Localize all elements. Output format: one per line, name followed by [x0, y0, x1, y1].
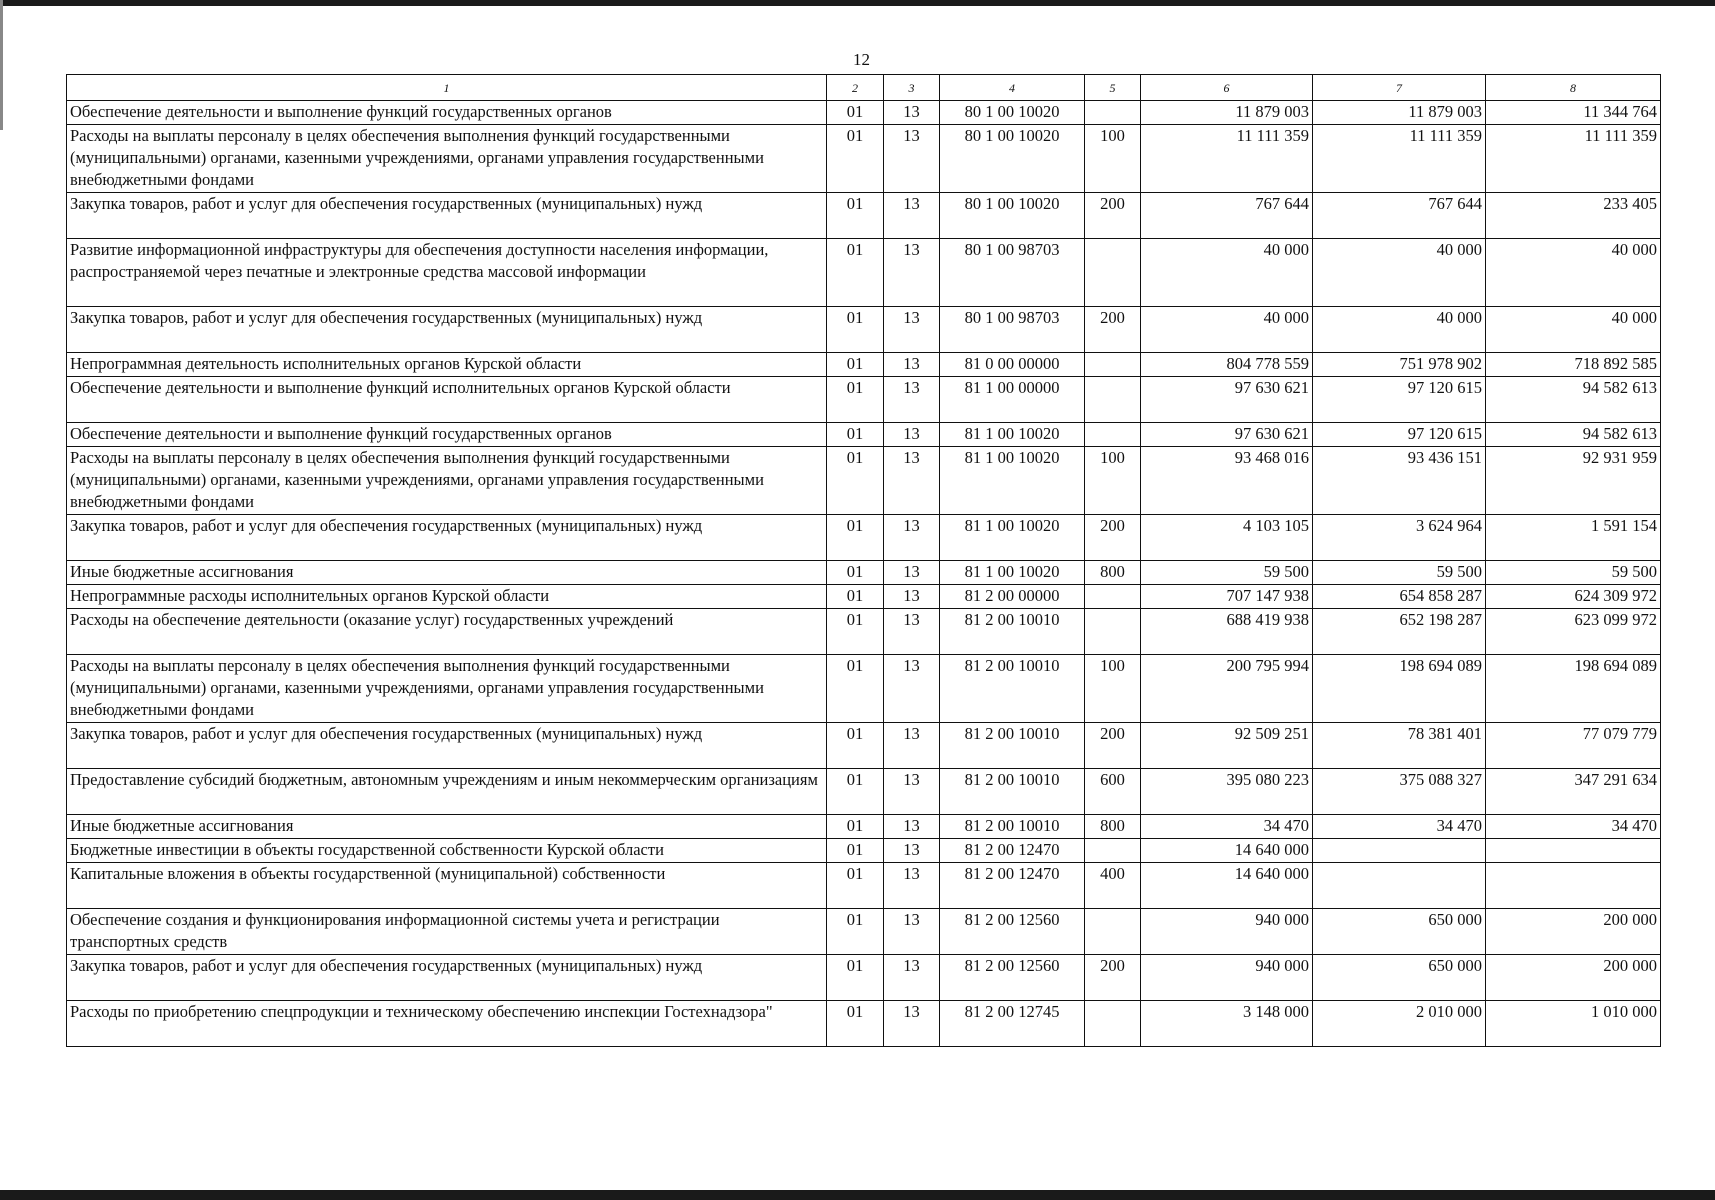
- item-name-cell: Закупка товаров, работ и услуг для обеспечения государственных (муниципальных) нужд: [67, 515, 827, 561]
- item-name-cell: Закупка товаров, работ и услуг для обеспечения государственных (муниципальных) нужд: [67, 307, 827, 353]
- subsection-cell: 13: [884, 561, 940, 585]
- expense-type-cell: [1085, 101, 1141, 125]
- section-cell: 01: [827, 125, 884, 193]
- table-row: [67, 423, 1661, 447]
- amount-cell: 2 010 000: [1313, 1001, 1486, 1047]
- expense-type-cell: 100: [1085, 447, 1141, 515]
- target-article-cell: 80 1 00 10020: [940, 125, 1085, 193]
- expense-type-cell: [1085, 423, 1141, 447]
- amount-cell: 40 000: [1141, 307, 1313, 353]
- item-name-cell: Расходы на выплаты персоналу в целях обеспечения выполнения функций государственными (муниципальными) органами, казенными учреждениями, органами управления государственными внебюджетными фондами: [67, 655, 827, 723]
- amount-cell: 650 000: [1313, 909, 1486, 955]
- amount-cell: 375 088 327: [1313, 769, 1486, 815]
- column-header: 1: [67, 75, 827, 101]
- target-article-cell: 80 1 00 10020: [940, 193, 1085, 239]
- table-row: [67, 193, 1661, 239]
- item-name-cell: Обеспечение деятельности и выполнение функций государственных органов: [67, 101, 827, 125]
- table-row: [67, 955, 1661, 1001]
- amount-cell: 4 103 105: [1141, 515, 1313, 561]
- target-article-cell: 80 1 00 10020: [940, 101, 1085, 125]
- amount-cell: 1 010 000: [1486, 1001, 1661, 1047]
- amount-cell: 97 630 621: [1141, 377, 1313, 423]
- section-cell: 01: [827, 909, 884, 955]
- amount-cell: 94 582 613: [1486, 423, 1661, 447]
- target-article-cell: 81 2 00 12560: [940, 909, 1085, 955]
- subsection-cell: 13: [884, 307, 940, 353]
- target-article-cell: 81 1 00 10020: [940, 515, 1085, 561]
- subsection-cell: 13: [884, 955, 940, 1001]
- subsection-cell: 13: [884, 423, 940, 447]
- expense-type-cell: 200: [1085, 515, 1141, 561]
- amount-cell: 93 436 151: [1313, 447, 1486, 515]
- item-name-cell: Непрограммная деятельность исполнительных органов Курской области: [67, 353, 827, 377]
- section-cell: 01: [827, 561, 884, 585]
- table-row: [67, 655, 1661, 723]
- amount-cell: 40 000: [1486, 239, 1661, 307]
- target-article-cell: 81 2 00 10010: [940, 723, 1085, 769]
- table-row: [67, 101, 1661, 125]
- amount-cell: 97 120 615: [1313, 423, 1486, 447]
- amount-cell: [1313, 839, 1486, 863]
- item-name-cell: Расходы на выплаты персоналу в целях обеспечения выполнения функций государственными (муниципальными) органами, казенными учреждениями, органами управления государственными внебюджетными фондами: [67, 447, 827, 515]
- subsection-cell: 13: [884, 1001, 940, 1047]
- amount-cell: 1 591 154: [1486, 515, 1661, 561]
- subsection-cell: 13: [884, 515, 940, 561]
- section-cell: 01: [827, 839, 884, 863]
- amount-cell: 78 381 401: [1313, 723, 1486, 769]
- amount-cell: 198 694 089: [1313, 655, 1486, 723]
- target-article-cell: 81 2 00 00000: [940, 585, 1085, 609]
- table-row: [67, 839, 1661, 863]
- section-cell: 01: [827, 307, 884, 353]
- table-row: [67, 585, 1661, 609]
- expense-type-cell: 200: [1085, 307, 1141, 353]
- subsection-cell: 13: [884, 863, 940, 909]
- budget-table: [66, 74, 1661, 1047]
- amount-cell: 940 000: [1141, 909, 1313, 955]
- amount-cell: 94 582 613: [1486, 377, 1661, 423]
- subsection-cell: 13: [884, 447, 940, 515]
- subsection-cell: 13: [884, 377, 940, 423]
- subsection-cell: 13: [884, 655, 940, 723]
- subsection-cell: 13: [884, 353, 940, 377]
- section-cell: 01: [827, 239, 884, 307]
- expense-type-cell: 200: [1085, 723, 1141, 769]
- table-row: [67, 125, 1661, 193]
- section-cell: 01: [827, 193, 884, 239]
- amount-cell: 11 344 764: [1486, 101, 1661, 125]
- section-cell: 01: [827, 863, 884, 909]
- section-cell: 01: [827, 955, 884, 1001]
- subsection-cell: 13: [884, 609, 940, 655]
- item-name-cell: Бюджетные инвестиции в объекты государственной собственности Курской области: [67, 839, 827, 863]
- item-name-cell: Обеспечение деятельности и выполнение функций исполнительных органов Курской области: [67, 377, 827, 423]
- amount-cell: 940 000: [1141, 955, 1313, 1001]
- subsection-cell: 13: [884, 815, 940, 839]
- column-header: 7: [1313, 75, 1486, 101]
- item-name-cell: Иные бюджетные ассигнования: [67, 561, 827, 585]
- expense-type-cell: 600: [1085, 769, 1141, 815]
- table-row: [67, 561, 1661, 585]
- amount-cell: 14 640 000: [1141, 863, 1313, 909]
- expense-type-cell: [1085, 609, 1141, 655]
- target-article-cell: 81 0 00 00000: [940, 353, 1085, 377]
- amount-cell: 804 778 559: [1141, 353, 1313, 377]
- table-row: [67, 723, 1661, 769]
- amount-cell: 650 000: [1313, 955, 1486, 1001]
- expense-type-cell: 100: [1085, 125, 1141, 193]
- section-cell: 01: [827, 353, 884, 377]
- item-name-cell: Обеспечение деятельности и выполнение функций государственных органов: [67, 423, 827, 447]
- amount-cell: 200 795 994: [1141, 655, 1313, 723]
- amount-cell: 34 470: [1141, 815, 1313, 839]
- amount-cell: 623 099 972: [1486, 609, 1661, 655]
- subsection-cell: 13: [884, 839, 940, 863]
- subsection-cell: 13: [884, 125, 940, 193]
- amount-cell: 40 000: [1486, 307, 1661, 353]
- column-header: 5: [1085, 75, 1141, 101]
- amount-cell: 233 405: [1486, 193, 1661, 239]
- target-article-cell: 81 2 00 10010: [940, 609, 1085, 655]
- table-row: [67, 1001, 1661, 1047]
- target-article-cell: 81 1 00 10020: [940, 447, 1085, 515]
- amount-cell: 59 500: [1313, 561, 1486, 585]
- section-cell: 01: [827, 723, 884, 769]
- section-cell: 01: [827, 515, 884, 561]
- expense-type-cell: [1085, 353, 1141, 377]
- amount-cell: 767 644: [1141, 193, 1313, 239]
- target-article-cell: 81 2 00 12560: [940, 955, 1085, 1001]
- item-name-cell: Закупка товаров, работ и услуг для обеспечения государственных (муниципальных) нужд: [67, 955, 827, 1001]
- expense-type-cell: [1085, 839, 1141, 863]
- table-row: [67, 353, 1661, 377]
- amount-cell: 59 500: [1141, 561, 1313, 585]
- target-article-cell: 80 1 00 98703: [940, 239, 1085, 307]
- item-name-cell: Предоставление субсидий бюджетным, автономным учреждениям и иным некоммерческим организациям: [67, 769, 827, 815]
- item-name-cell: Расходы по приобретению спецпродукции и техническому обеспечению инспекции Гостехнадзора": [67, 1001, 827, 1047]
- item-name-cell: Обеспечение создания и функционирования информационной системы учета и регистрации транспортных средств: [67, 909, 827, 955]
- column-header: 8: [1486, 75, 1661, 101]
- column-header: 4: [940, 75, 1085, 101]
- table-row: [67, 609, 1661, 655]
- subsection-cell: 13: [884, 769, 940, 815]
- table-row: [67, 815, 1661, 839]
- target-article-cell: 81 2 00 12470: [940, 863, 1085, 909]
- amount-cell: 40 000: [1141, 239, 1313, 307]
- section-cell: 01: [827, 585, 884, 609]
- expense-type-cell: 100: [1085, 655, 1141, 723]
- subsection-cell: 13: [884, 585, 940, 609]
- amount-cell: 200 000: [1486, 955, 1661, 1001]
- amount-cell: 3 148 000: [1141, 1001, 1313, 1047]
- amount-cell: 707 147 938: [1141, 585, 1313, 609]
- amount-cell: 198 694 089: [1486, 655, 1661, 723]
- column-header: 6: [1141, 75, 1313, 101]
- amount-cell: 11 111 359: [1141, 125, 1313, 193]
- subsection-cell: 13: [884, 723, 940, 769]
- table-row: [67, 909, 1661, 955]
- amount-cell: 40 000: [1313, 239, 1486, 307]
- item-name-cell: Капитальные вложения в объекты государственной (муниципальной) собственности: [67, 863, 827, 909]
- amount-cell: 751 978 902: [1313, 353, 1486, 377]
- item-name-cell: Расходы на выплаты персоналу в целях обеспечения выполнения функций государственными (муниципальными) органами, казенными учреждениями, органами управления государственными внебюджетными фондами: [67, 125, 827, 193]
- section-cell: 01: [827, 377, 884, 423]
- item-name-cell: Непрограммные расходы исполнительных органов Курской области: [67, 585, 827, 609]
- target-article-cell: 81 1 00 10020: [940, 561, 1085, 585]
- table-header-row: [67, 75, 1661, 101]
- section-cell: 01: [827, 815, 884, 839]
- item-name-cell: Закупка товаров, работ и услуг для обеспечения государственных (муниципальных) нужд: [67, 723, 827, 769]
- amount-cell: 34 470: [1313, 815, 1486, 839]
- target-article-cell: 81 2 00 10010: [940, 769, 1085, 815]
- amount-cell: 652 198 287: [1313, 609, 1486, 655]
- expense-type-cell: [1085, 909, 1141, 955]
- item-name-cell: Расходы на обеспечение деятельности (оказание услуг) государственных учреждений: [67, 609, 827, 655]
- expense-type-cell: 200: [1085, 193, 1141, 239]
- amount-cell: 97 630 621: [1141, 423, 1313, 447]
- amount-cell: 93 468 016: [1141, 447, 1313, 515]
- amount-cell: [1486, 839, 1661, 863]
- expense-type-cell: [1085, 377, 1141, 423]
- target-article-cell: 81 2 00 12470: [940, 839, 1085, 863]
- amount-cell: [1486, 863, 1661, 909]
- subsection-cell: 13: [884, 101, 940, 125]
- amount-cell: 14 640 000: [1141, 839, 1313, 863]
- page-number: 12: [853, 50, 870, 69]
- amount-cell: 718 892 585: [1486, 353, 1661, 377]
- table-row: [67, 863, 1661, 909]
- item-name-cell: Закупка товаров, работ и услуг для обеспечения государственных (муниципальных) нужд: [67, 193, 827, 239]
- target-article-cell: 81 1 00 10020: [940, 423, 1085, 447]
- amount-cell: 92 509 251: [1141, 723, 1313, 769]
- amount-cell: 347 291 634: [1486, 769, 1661, 815]
- table-row: [67, 377, 1661, 423]
- target-article-cell: 81 2 00 12745: [940, 1001, 1085, 1047]
- target-article-cell: 81 1 00 00000: [940, 377, 1085, 423]
- amount-cell: 688 419 938: [1141, 609, 1313, 655]
- expense-type-cell: 800: [1085, 561, 1141, 585]
- expense-type-cell: 200: [1085, 955, 1141, 1001]
- amount-cell: 77 079 779: [1486, 723, 1661, 769]
- column-header: 2: [827, 75, 884, 101]
- target-article-cell: 80 1 00 98703: [940, 307, 1085, 353]
- amount-cell: 767 644: [1313, 193, 1486, 239]
- table-row: [67, 447, 1661, 515]
- table-row: [67, 769, 1661, 815]
- table-row: [67, 515, 1661, 561]
- expense-type-cell: [1085, 1001, 1141, 1047]
- item-name-cell: Иные бюджетные ассигнования: [67, 815, 827, 839]
- expense-type-cell: [1085, 585, 1141, 609]
- expense-type-cell: 800: [1085, 815, 1141, 839]
- amount-cell: 3 624 964: [1313, 515, 1486, 561]
- amount-cell: 34 470: [1486, 815, 1661, 839]
- table-row: [67, 307, 1661, 353]
- amount-cell: 200 000: [1486, 909, 1661, 955]
- subsection-cell: 13: [884, 909, 940, 955]
- expense-type-cell: [1085, 239, 1141, 307]
- item-name-cell: Развитие информационной инфраструктуры для обеспечения доступности населения информации, распространяемой через печатные и электронные средства массовой информации: [67, 239, 827, 307]
- amount-cell: 654 858 287: [1313, 585, 1486, 609]
- amount-cell: 11 111 359: [1313, 125, 1486, 193]
- section-cell: 01: [827, 101, 884, 125]
- amount-cell: [1313, 863, 1486, 909]
- subsection-cell: 13: [884, 193, 940, 239]
- section-cell: 01: [827, 447, 884, 515]
- amount-cell: 92 931 959: [1486, 447, 1661, 515]
- amount-cell: 59 500: [1486, 561, 1661, 585]
- amount-cell: 11 879 003: [1141, 101, 1313, 125]
- scan-border-left: [0, 0, 3, 130]
- column-header: 3: [884, 75, 940, 101]
- scan-border-top: [0, 0, 1715, 6]
- section-cell: 01: [827, 1001, 884, 1047]
- amount-cell: 395 080 223: [1141, 769, 1313, 815]
- section-cell: 01: [827, 609, 884, 655]
- scan-border-bottom: [0, 1190, 1715, 1200]
- expense-type-cell: 400: [1085, 863, 1141, 909]
- amount-cell: 11 879 003: [1313, 101, 1486, 125]
- target-article-cell: 81 2 00 10010: [940, 815, 1085, 839]
- table-row: [67, 239, 1661, 307]
- section-cell: 01: [827, 655, 884, 723]
- subsection-cell: 13: [884, 239, 940, 307]
- amount-cell: 11 111 359: [1486, 125, 1661, 193]
- target-article-cell: 81 2 00 10010: [940, 655, 1085, 723]
- section-cell: 01: [827, 769, 884, 815]
- amount-cell: 624 309 972: [1486, 585, 1661, 609]
- section-cell: 01: [827, 423, 884, 447]
- amount-cell: 97 120 615: [1313, 377, 1486, 423]
- amount-cell: 40 000: [1313, 307, 1486, 353]
